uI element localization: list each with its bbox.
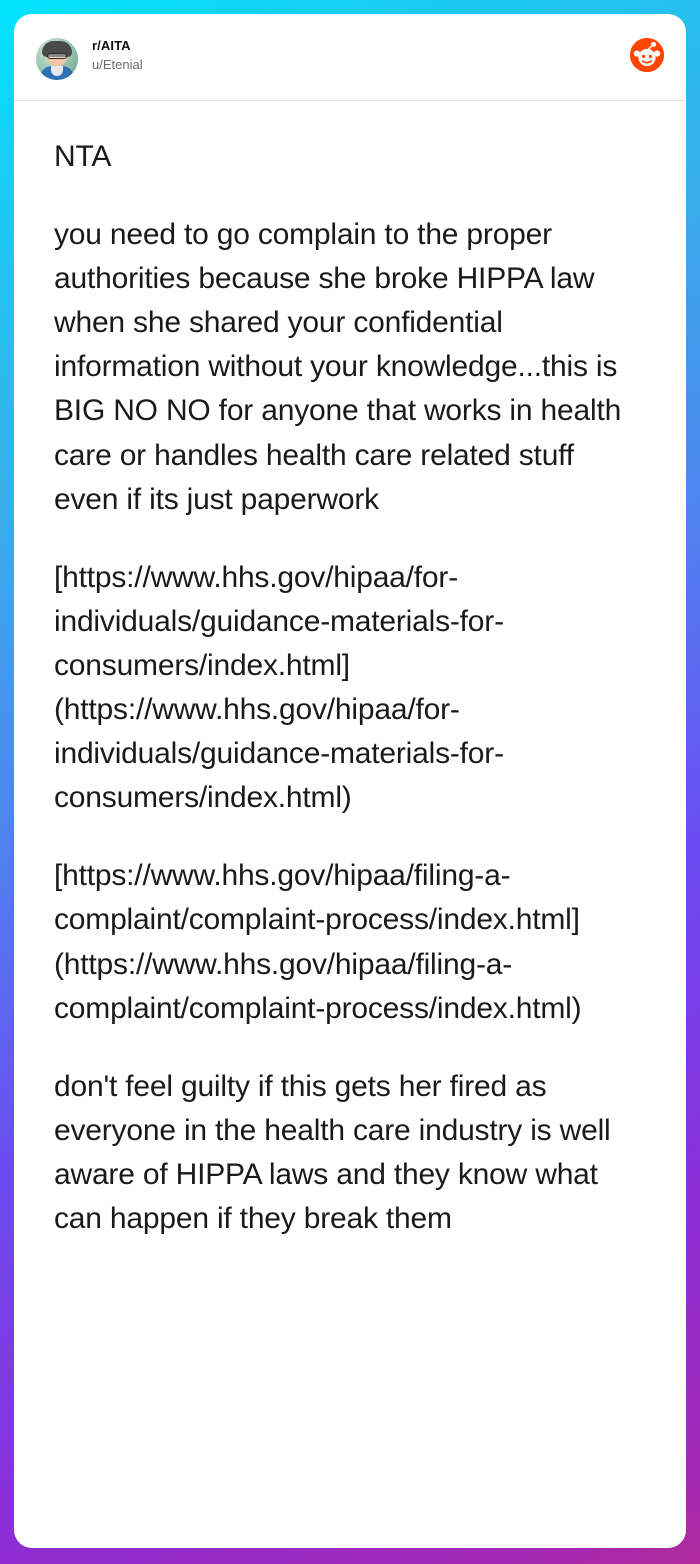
post-paragraph-link[interactable]: [https://www.hhs.gov/hipaa/filing-a-complaint/complaint-process/index.html](https://www.hhs.gov/hipaa/filing-a-complaint/complaint-process/index.html)	[54, 859, 582, 1025]
subreddit-label[interactable]: r/AITA	[92, 38, 131, 53]
reddit-post-card	[14, 14, 686, 1548]
post-body	[14, 101, 686, 1548]
post-paragraph: you need to go complain to the proper authorities because she broke HIPPA law when she shared your confidential information without your knowledge...this is BIG NO NO for anyone that works in health care or handles health care related stuff even if its just paperwork	[54, 218, 622, 516]
avatar-glasses	[47, 53, 67, 59]
post-meta	[92, 36, 143, 75]
post-paragraph: don't feel guilty if this gets her fired as everyone in the health care industry is well aware of HIPPA laws and they know what can happen if they break them	[54, 1069, 611, 1235]
avatar	[36, 38, 78, 80]
post-header	[14, 14, 686, 94]
post-paragraph: NTA	[54, 140, 112, 173]
post-paragraph-link[interactable]: [https://www.hhs.gov/hipaa/for-individuals/guidance-materials-for-consumers/index.html](https://www.hhs.gov/hipaa/for-individuals/guidance-materials-for-consumers/index.html)	[54, 560, 504, 815]
reddit-logo-icon	[630, 38, 664, 72]
username-label[interactable]: u/Etenial	[92, 56, 143, 72]
